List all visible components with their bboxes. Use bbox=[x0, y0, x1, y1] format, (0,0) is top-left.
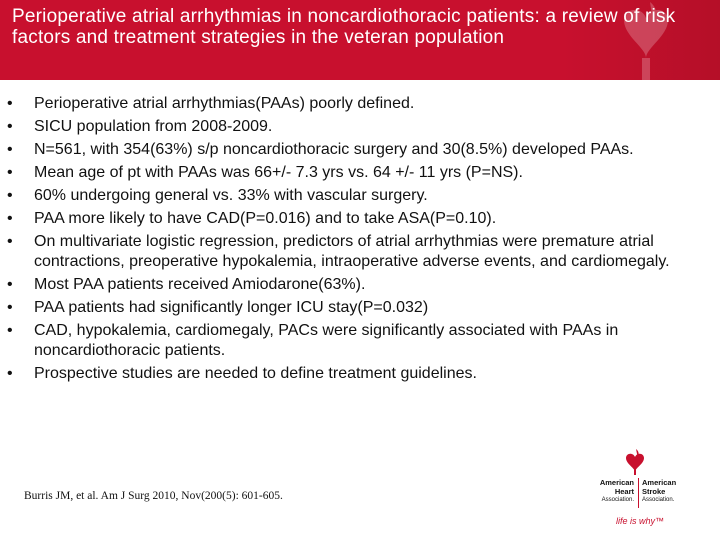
bullet-marker: • bbox=[7, 233, 13, 250]
asa-wordmark bbox=[642, 478, 712, 505]
bullet-list bbox=[0, 94, 720, 387]
aha-wordmark bbox=[578, 478, 634, 505]
bullet-item bbox=[0, 298, 720, 318]
title-banner bbox=[0, 0, 720, 80]
bullet-marker: • bbox=[7, 95, 13, 112]
heart-torch-icon bbox=[622, 448, 650, 476]
asa-line: American bbox=[642, 478, 677, 487]
bullet-text: Most PAA patients received Amiodarone(63%). bbox=[34, 276, 366, 293]
bullet-item bbox=[0, 364, 720, 384]
bullet-item bbox=[0, 94, 720, 114]
bullet-marker: • bbox=[7, 141, 13, 158]
aha-line: Heart bbox=[614, 487, 634, 496]
slide-title: Perioperative atrial arrhythmias in noncardiothoracic patients: a review of risk factors and treatment strategies in the veteran population bbox=[12, 6, 676, 48]
bullet-text: N=561, with 354(63%) s/p noncardiothoracic surgery and 30(8.5%) developed PAAs. bbox=[34, 141, 634, 158]
bullet-marker: • bbox=[7, 276, 13, 293]
aha-line: Association. bbox=[601, 497, 634, 503]
bullet-item bbox=[0, 186, 720, 206]
bullet-marker: • bbox=[7, 118, 13, 135]
bullet-text: 60% undergoing general vs. 33% with vascular surgery. bbox=[34, 187, 428, 204]
bullet-text: Prospective studies are needed to define treatment guidelines. bbox=[34, 365, 477, 382]
bullet-item bbox=[0, 163, 720, 183]
bullet-item bbox=[0, 232, 720, 272]
aha-asa-logo bbox=[578, 448, 712, 536]
bullet-item bbox=[0, 117, 720, 137]
bullet-text: PAA patients had significantly longer ICU stay(P=0.032) bbox=[34, 299, 429, 316]
bullet-marker: • bbox=[7, 299, 13, 316]
aha-line: American bbox=[599, 478, 634, 487]
bullet-text: On multivariate logistic regression, predictors of atrial arrhythmias were premature atrial contractions, preoperative hypokalemia, intraoperative adverse events, and cardiomegaly. bbox=[34, 233, 670, 270]
citation: Burris JM, et al. Am J Surg 2010, Nov(200(5): 601-605. bbox=[24, 490, 283, 502]
bullet-text: Mean age of pt with PAAs was 66+/- 7.3 yrs vs. 64 +/- 11 yrs (P=NS). bbox=[34, 164, 523, 181]
asa-line: Association. bbox=[642, 497, 675, 503]
logo-divider bbox=[638, 478, 639, 508]
bullet-marker: • bbox=[7, 187, 13, 204]
bullet-marker: • bbox=[7, 210, 13, 227]
bullet-item bbox=[0, 321, 720, 361]
asa-line: Stroke bbox=[642, 487, 666, 496]
bullet-item bbox=[0, 275, 720, 295]
tagline: life is why™ bbox=[616, 516, 665, 526]
bullet-text: CAD, hypokalemia, cardiomegaly, PACs were significantly associated with PAAs in noncardiothoracic patients. bbox=[34, 322, 619, 359]
bullet-text: PAA more likely to have CAD(P=0.016) and to take ASA(P=0.10). bbox=[34, 210, 497, 227]
bullet-item bbox=[0, 209, 720, 229]
bullet-marker: • bbox=[7, 365, 13, 382]
bullet-item bbox=[0, 140, 720, 160]
bullet-text: Perioperative atrial arrhythmias(PAAs) poorly defined. bbox=[34, 95, 415, 112]
bullet-marker: • bbox=[7, 164, 13, 181]
bullet-marker: • bbox=[7, 322, 13, 339]
bullet-text: SICU population from 2008-2009. bbox=[34, 118, 273, 135]
